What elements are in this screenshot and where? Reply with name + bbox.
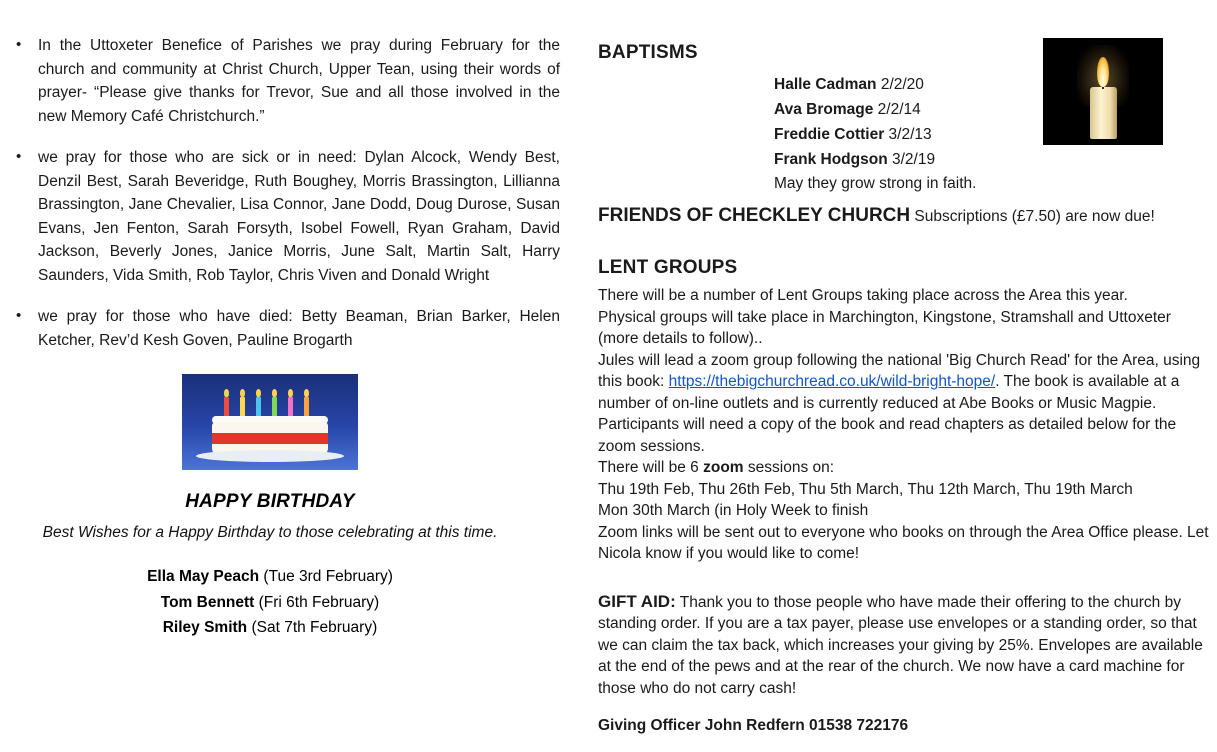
baptism-date: 2/2/20 — [880, 75, 924, 93]
list-item — [0, 615, 540, 641]
candle-flame-icon — [240, 389, 245, 397]
cake-band — [212, 433, 328, 444]
baptism-name: Ava Bromage — [774, 100, 874, 118]
birthday-cake-icon — [182, 374, 358, 470]
candle-flame-icon — [272, 389, 277, 397]
cake-plate — [196, 450, 344, 462]
baptism-name: Freddie Cottier — [774, 125, 885, 143]
candle-icon — [224, 397, 229, 417]
baptism-name: Halle Cadman — [774, 75, 877, 93]
candle-icon — [240, 397, 245, 417]
candle-flame-icon — [288, 389, 293, 397]
birthday-name: Riley Smith — [162, 619, 248, 636]
lent-paragraph-post: . The book is available at a number of on-line outlets and is currently reduced at Abe Books or Music Magpie. Participants will need a copy of the book and read chapters as detailed below for the zoom sessions. — [598, 373, 1180, 455]
baptisms-heading: BAPTISMS — [598, 42, 698, 63]
friends-heading: FRIENDS OF CHECKLEY CHURCH — [598, 205, 911, 226]
list-item: • we pray for those who are sick or in need: Dylan Alcock, Wendy Best, Denzil Best, Sarah Beveridge, Ruth Boughey, Morris Brassington, Lillianna Brassington, Jane Chevalier, Lisa Connor, Jane Dodd, Doug Durose, Susan Evans, Jen Fenton, Sarah Forsyth, Isobel Fowell, Ryan Graham, David Jackson, Beverly Jones, Janice Morris, June Salt, Martin Salt, Harry Saunders, Vida Smith, Rob Taylor, Chris Viven and Donald Wright — [0, 146, 560, 287]
table-row — [774, 97, 1213, 122]
list-item: • we pray for those who have died: Betty Beaman, Brian Barker, Helen Ketcher, Rev’d Kesh Goven, Pauline Brogarth — [0, 305, 560, 352]
gift-aid-text: Thank you to those people who have made their offering to the church by standing order. If you are a tax payer, please use envelopes or a standing order, so that we can claim the tax back, which increases your giving by 25%. Envelopes are available at the end of the pews and at the rear of the church. We now have a card machine for those who do not carry cash! — [598, 593, 1203, 697]
prayer-list — [0, 34, 560, 352]
birthday-date: (Tue 3rd February) — [263, 568, 393, 585]
friends-of-checkley-line — [598, 205, 1213, 228]
table-row — [774, 72, 1213, 97]
list-item: • In the Uttoxeter Benefice of Parishes we pray during February for the church and community at Christ Church, Upper Tean, using their words of prayer- “Please give thanks for Trevor, Sue and all those involved in the new Memory Café Christchurch.” — [0, 34, 560, 128]
birthday-name: Ella May Peach — [147, 568, 260, 585]
baptisms-list — [774, 72, 1213, 172]
lent-sessions-line — [598, 457, 1213, 479]
birthday-names-list — [0, 564, 540, 641]
lent-paragraph-pre: Jules will lead a zoom group following the national 'Big Church Read' for the Area, using this book: — [598, 351, 1201, 390]
candle-flame-icon — [304, 389, 309, 397]
list-item — [0, 564, 540, 590]
table-row — [774, 147, 1213, 172]
birthday-subtitle: Best Wishes for a Happy Birthday to those celebrating at this time. — [42, 524, 498, 541]
list-item — [0, 590, 540, 616]
baptism-date: 3/2/13 — [888, 125, 932, 143]
gift-aid-block — [598, 591, 1213, 737]
lent-dates-line-1: Thu 19th Feb, Thu 26th Feb, Thu 5th March, Thu 12th March, Thu 19th March — [598, 480, 1133, 498]
candle-flame-icon — [224, 389, 229, 397]
lent-groups-heading: LENT GROUPS — [598, 256, 738, 278]
candle-icon — [272, 397, 277, 417]
friends-text: Subscriptions (£7.50) are now due! — [914, 208, 1155, 225]
baptisms-note: May they grow strong in faith. — [774, 174, 977, 192]
lent-paragraph: Physical groups will take place in Marchington, Kingstone, Stramshall and Uttoxeter (more details to follow).. — [598, 308, 1171, 347]
lent-groups-body — [598, 285, 1213, 565]
birthday-date: (Fri 6th February) — [258, 593, 380, 611]
gift-aid-heading: GIFT AID: — [598, 591, 676, 611]
lent-sessions-bold: zoom — [703, 459, 744, 476]
candle-icon — [304, 397, 309, 417]
baptism-name: Frank Hodgson — [774, 150, 888, 168]
lent-sessions-post: sessions on: — [743, 459, 835, 476]
baptism-date: 3/2/19 — [891, 150, 936, 168]
table-row — [774, 122, 1213, 147]
left-column — [0, 34, 560, 641]
lent-sessions-pre: There will be 6 — [598, 459, 704, 476]
birthday-name: Tom Bennett — [160, 593, 255, 611]
giving-officer-contact: Giving Officer John Redfern 01538 722176 — [598, 716, 909, 734]
lent-paragraph: There will be a number of Lent Groups taking place across the Area this year. — [598, 287, 1128, 304]
lent-dates-line-2: Mon 30th March (in Holy Week to finish — [598, 502, 869, 519]
right-column — [598, 42, 1213, 752]
lent-zoom-links: Zoom links will be sent out to everyone who books on through the Area Office please. Let Nicola know if you would like to come! — [598, 523, 1209, 562]
baptism-date: 2/2/14 — [877, 100, 921, 118]
birthday-date: (Sat 7th February) — [251, 619, 378, 636]
gift-aid-paragraph — [598, 591, 1213, 700]
birthday-image-wrapper — [0, 374, 540, 475]
big-church-read-link[interactable]: https://thebigchurchread.co.uk/wild-bright-hope/ — [668, 373, 996, 390]
lent-paragraph-with-link — [598, 350, 1213, 458]
candle-icon — [256, 397, 261, 417]
birthday-heading: HAPPY BIRTHDAY — [185, 491, 355, 512]
candle-icon — [288, 397, 293, 417]
candle-flame-icon — [256, 389, 261, 397]
